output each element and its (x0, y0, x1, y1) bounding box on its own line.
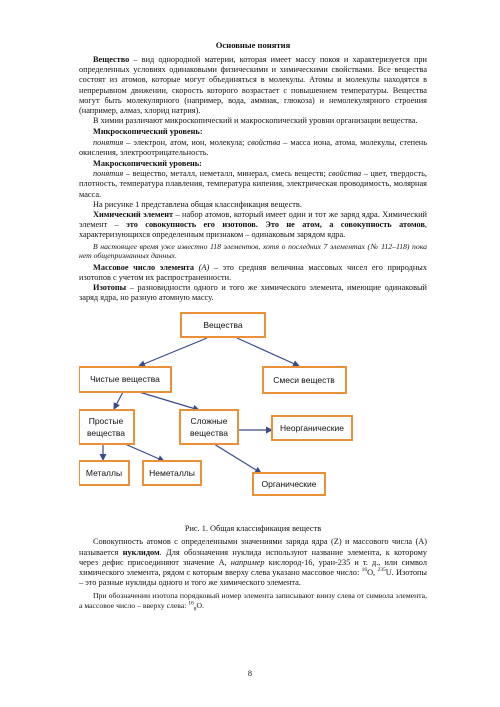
mass-symbol: (A) (193, 262, 210, 272)
nuclide-text-2: . Для обозначения нуклида используют название элемента, к которому через дефис присоединяют значение A, (79, 547, 427, 567)
nuclide-text-1: Совокупность атомов с определенными значениями заряда ядра (Z) и массового числа (A) называется (79, 537, 427, 557)
page-title: Основные понятия (215, 40, 291, 50)
term-isotopes: Изотопы (93, 283, 127, 293)
node-substances: Вещества (203, 320, 243, 331)
notation-symbol: O. (196, 601, 205, 611)
paragraph-substance (79, 55, 427, 116)
nuclide-example-label: например (230, 557, 265, 567)
figure-caption: Рис. 1. Общая классификация веществ (184, 524, 322, 534)
classification-diagram (79, 309, 427, 523)
term-mass-number: Массовое число элемента (93, 262, 194, 272)
macro-concepts: – вещество, металл, неметалл, минерал, смесь веществ; (123, 169, 329, 179)
uranium-mass-number: 235 (377, 567, 386, 574)
paragraph-element (79, 210, 427, 241)
paragraph-nuclide (79, 537, 427, 588)
node-nonmetals: Неметаллы (149, 468, 195, 479)
mass-definition: – это средняя величина массовых чисел его природных изотопов с учетом их распространенности. (79, 262, 427, 282)
term-element: Химический элемент (93, 210, 174, 220)
element-text-2: , характеризующихся определенным признаком – одинаковым зарядом ядра. (79, 220, 427, 240)
arrow-pure-complex (139, 392, 199, 410)
uranium-symbol-text: U. Изотопы – это разные нуклиды одного и того же химического элемента. (79, 568, 427, 588)
element-bold: это совокупность его изотопов. Это не атом, а совокупность атомов (126, 220, 425, 230)
substance-definition: – вид однородной материи, которая имеет массу покоя и характеризуется при определенных условиях одинаковыми физическими и химическими свойствами. Все вещества состоят из атомов, которые могут объединяться в молекулы. Атомы и молекулы находятся в непрерывном движении, скорость которого возрастает с повышением температуры. Вещества могут быть молекулярного (например, вода, аммиак, глюкоза) и немолекулярного строения (например, алмаз, хлорид натрия). (79, 55, 427, 116)
arrow-substances-pure (139, 338, 207, 366)
node-complex-line-1: Сложные (190, 416, 228, 427)
macro-paragraph (79, 169, 427, 200)
notation-atomic-number: 8 (193, 606, 197, 613)
node-metals: Металлы (85, 468, 123, 479)
arrow-pure-simple (114, 392, 123, 409)
micro-props-label: свойства (247, 137, 281, 147)
node-pure: Чистые вещества (90, 374, 160, 385)
oxygen-symbol: O, (367, 568, 378, 578)
micro-concepts-label: понятия (93, 137, 124, 147)
notation-text: При обозначении изотопа порядковый номер элемента записывают внизу слева от символа элемента, а массовое число – вверху слева: (79, 591, 427, 611)
macro-props: – цвет, твердость, плотность, температура плавления, температура кипения, электрическая проводимость, молярная масса. (79, 169, 427, 199)
nuclide-text-3: кислород-16, уран-235 и т. д., или символ химического элемента, рядом с которым вверху слева указано массовое число: (79, 557, 427, 578)
page-number: 8 (247, 669, 253, 678)
node-simple-line-2: вещества (86, 428, 126, 439)
node-mixtures: Смеси веществ (273, 375, 335, 386)
node-organic: Органические (261, 479, 317, 490)
node-complex-line-2: вещества (189, 428, 229, 439)
oxygen-mass-number: 16 (361, 567, 368, 574)
diagram-svg (79, 309, 427, 523)
micro-heading: Микроскопический уровень: (93, 127, 203, 137)
paragraph-mass-number (79, 263, 427, 283)
arrow-complex-organic (214, 444, 261, 473)
isotopes-definition: – разновидности одного и того же химического элемента, имеющие одинаковый заряд ядра, но разную атомную массу. (79, 283, 427, 303)
arrow-substances-mixtures (237, 338, 299, 366)
micro-concepts: – электрон, атом, ион, молекула; (123, 137, 248, 147)
element-text-1: – набор атомов, который имеет один и тот же заряд ядра. Химический элемент – (79, 210, 427, 230)
arrow-simple-nonmetals (125, 444, 164, 461)
note-elements: В настоящее время уже известно 118 элементов, хотя о последних 7 элементах (№ 112–118) пока нет общепризнанных данных. (79, 241, 427, 261)
micro-props: – масса иона, атома, молекулы, степень окисления, электроотрицательность. (79, 137, 427, 157)
macro-props-label: свойства (328, 169, 362, 179)
notation-mass-number: 16 (188, 600, 194, 607)
term-nuclide: нуклидом (122, 547, 160, 557)
macro-heading: Макроскопический уровень: (93, 159, 202, 169)
node-inorganic: Неорганические (279, 423, 345, 434)
paragraph-isotope-notation (79, 591, 427, 613)
macro-concepts-label: понятия (93, 169, 124, 179)
paragraph-figure-ref: На рисунке 1 представлена общая классификация веществ. (93, 199, 302, 209)
node-simple-line-1: Простые (88, 416, 124, 427)
term-substance: Вещество (93, 55, 130, 64)
micro-paragraph (79, 138, 427, 158)
paragraph-levels: В химии различают микроскопический и макроскопический уровни организации вещества. (93, 116, 418, 126)
paragraph-isotopes (79, 283, 427, 303)
